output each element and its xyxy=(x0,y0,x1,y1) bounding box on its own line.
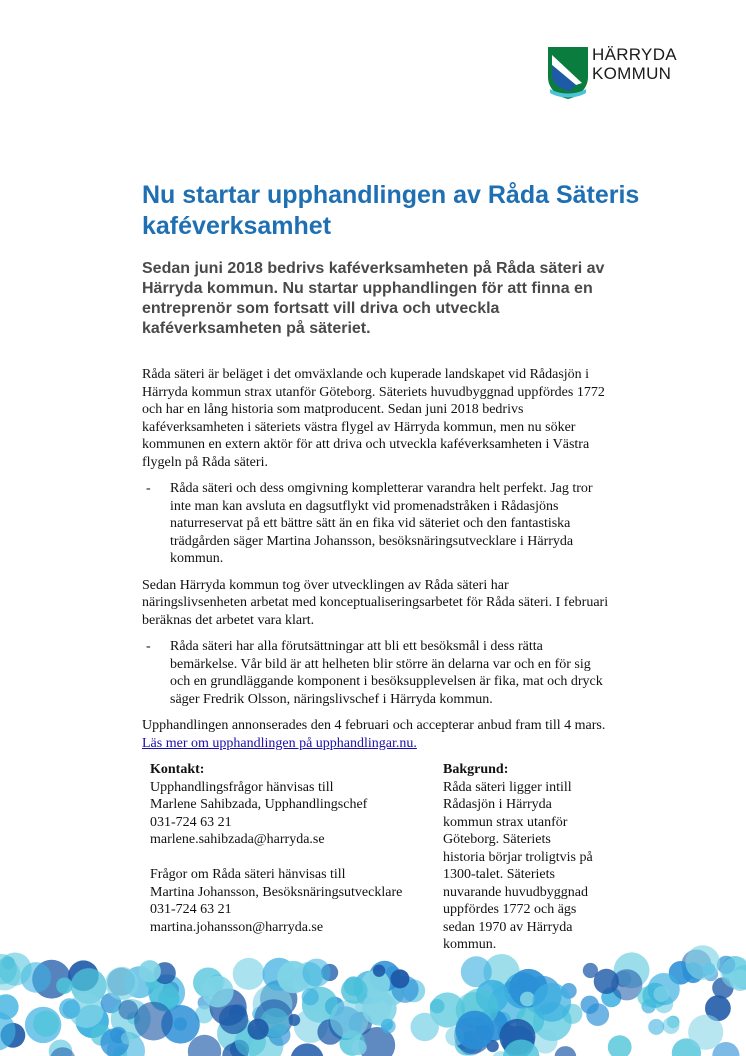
lead-paragraph: Sedan juni 2018 bedrivs kaféverksamheten på Råda säteri av Härryda kommun. Nu startar upphandlingen för att finna en entreprenör som fortsatt vill driva och utveckla kaféverksamheten på säteriet. xyxy=(142,260,605,337)
quote-1-text: Råda säteri och dess omgivning kompletterar varandra helt perfekt. Jag tror inte man kan avsluta en dagsutflykt vid promenadstråken i Rådasjöns naturreservat på ett bättre sätt än en fika vid säteriet och den fantastiska trädgården säger Martina Johansson, besöksnäringsutvecklare i Härryda kommun. xyxy=(170,481,593,566)
logo-wordmark xyxy=(592,45,677,83)
bubble xyxy=(330,1000,369,1039)
paragraph-3-text: Upphandlingen annonserades den 4 februari och accepterar anbud fram till 4 mars. xyxy=(142,718,606,733)
bubble xyxy=(461,956,492,987)
background-line: Råda säteri ligger intill xyxy=(443,779,572,795)
quote-1 xyxy=(142,480,612,568)
background-line: historia börjar troligtvis på xyxy=(443,849,593,865)
bubble xyxy=(390,969,409,988)
bubble xyxy=(351,1040,366,1055)
bubble xyxy=(202,976,234,1008)
paragraph-2: Sedan Härryda kommun tog över utvecklingen av Råda säteri har näringslivsenheten arbetat med konceptualiseringsarbetet för Råda säteri. I februari beräknas det arbetet vara klart. xyxy=(142,577,609,628)
background-line: nuvarande huvudbyggnad xyxy=(443,884,589,900)
contact-line: Frågor om Råda säteri hänvisas till xyxy=(150,867,346,882)
contact-phone: 031-724 63 21 xyxy=(150,902,232,917)
background-section xyxy=(443,761,613,954)
bubble xyxy=(134,1002,173,1041)
contact-line: Marlene Sahibzada, Upphandlingschef xyxy=(150,797,368,812)
bubble xyxy=(648,1019,664,1035)
quote-2 xyxy=(142,638,612,708)
bubble xyxy=(594,969,619,994)
contact-heading: Kontakt: xyxy=(150,762,205,777)
bubble xyxy=(411,1013,439,1041)
contact-line: Upphandlingsfrågor hänvisas till xyxy=(150,779,334,795)
bubble xyxy=(59,998,80,1019)
background-line: Rådasjön i Härryda xyxy=(443,797,552,812)
background-line: 1300-talet. Säteriets xyxy=(443,867,555,882)
bubble xyxy=(654,986,670,1002)
background-line: Göteborg. Säteriets xyxy=(443,832,551,847)
bubble xyxy=(381,1019,396,1034)
bubble xyxy=(219,1005,248,1034)
bubble xyxy=(139,960,161,982)
background-heading: Bakgrund: xyxy=(443,762,509,777)
bubble xyxy=(455,1011,494,1050)
decorative-bubbles-footer xyxy=(0,930,746,1056)
harryda-coat-of-arms-icon xyxy=(546,43,590,101)
bubble xyxy=(532,983,571,1022)
bubble xyxy=(105,967,138,1000)
bubble xyxy=(341,978,367,1004)
bubble xyxy=(233,958,265,990)
bubble xyxy=(248,1019,269,1040)
list-dash: - xyxy=(146,481,151,496)
page-title: Nu startar upphandlingen av Råda Säteris kaféverksamhet xyxy=(142,181,640,240)
bubble xyxy=(373,965,385,977)
bubble xyxy=(608,1035,632,1056)
contact-section xyxy=(150,761,410,936)
list-dash: - xyxy=(146,639,151,654)
procurement-link[interactable]: Läs mer om upphandlingen på upphandlingar.nu. xyxy=(142,735,417,751)
logo-line-1: HÄRRYDA xyxy=(592,45,677,64)
bubble xyxy=(291,1043,324,1056)
background-line: sedan 1970 av Härryda xyxy=(443,919,573,935)
background-line: kommun strax utanför xyxy=(443,814,568,830)
contact-email[interactable]: martina.johansson@harryda.se xyxy=(150,919,324,935)
bubble xyxy=(685,945,720,980)
paragraph-1: Råda säteri är beläget i det omväxlande och kuperade landskapet vid Rådasjön i Härryda kommun strax utanför Göteborg. Säteriets huvudbyggnad uppfördes 1772 och har en lång historia som matproducent. Sedan juni 2018 bedrivs kaféverksamheten i säteriets västra flygel av Härryda kommun, men nu söker kommunen en extern aktör för att driva och utveckla kaféverksamheten i Västra flygeln på Råda säteri. xyxy=(142,367,605,470)
contact-line: Martina Johansson, Besöksnäringsutvecklare xyxy=(150,884,403,900)
bubble xyxy=(56,978,72,994)
bubble xyxy=(663,1017,680,1034)
quote-2-text: Råda säteri har alla förutsättningar att bli ett besöksmål i dess rätta bemärkelse. Vår bild är att helheten blir större än delarna var och en för sig och en grundläggande komponent i besöksupplevelsen är fika, mat och dryck säger Fredrik Olsson, näringslivschef i Härryda kommun. xyxy=(170,639,603,707)
bubble xyxy=(581,996,599,1014)
bubble xyxy=(33,1011,59,1037)
harryda-logo xyxy=(546,43,696,101)
bubble xyxy=(0,994,19,1019)
contact-email[interactable]: marlene.sahibzada@harryda.se xyxy=(150,832,325,847)
bubble xyxy=(288,1014,300,1026)
article-body xyxy=(142,366,612,761)
bubble xyxy=(555,1046,577,1056)
bubble xyxy=(302,988,319,1005)
background-line: uppfördes 1772 och ägs xyxy=(443,902,577,917)
logo-line-2: KOMMUN xyxy=(592,64,672,83)
background-line: kommun. xyxy=(443,937,497,952)
bubble xyxy=(303,959,331,987)
bubble xyxy=(688,1015,723,1050)
paragraph-3 xyxy=(142,717,612,752)
contact-phone: 031-724 63 21 xyxy=(150,814,232,830)
bubble xyxy=(121,1032,133,1044)
